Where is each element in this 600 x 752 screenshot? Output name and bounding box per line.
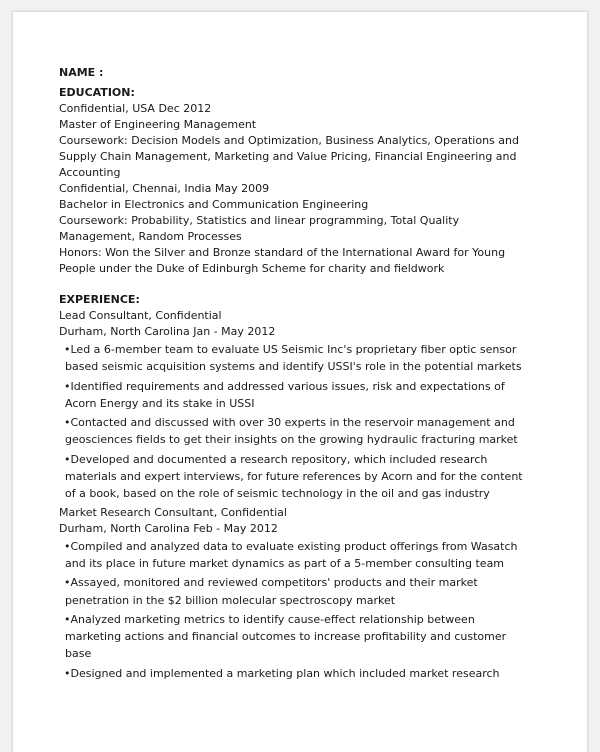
bullet-line: and its place in future market dynamics as part of a 5-member consulting team xyxy=(65,556,505,570)
job-entry xyxy=(59,308,529,503)
bullet-line: base xyxy=(65,647,92,661)
education-line: Accounting xyxy=(59,166,121,179)
bullet-line: •Identified requirements and addressed various issues, risk and expectations of xyxy=(64,379,505,393)
name-label: NAME : xyxy=(59,66,104,79)
education-line: Confidential, USA Dec 2012 xyxy=(59,102,212,115)
bullet-item xyxy=(59,665,529,682)
bullet-line: •Designed and implemented a marketing plan which included market research xyxy=(64,666,500,680)
education-line: Coursework: Decision Models and Optimization, Business Analytics, Operations and xyxy=(59,134,519,147)
job-location-dates: Durham, North Carolina Feb - May 2012 xyxy=(59,521,278,535)
education-line: People under the Duke of Edinburgh Scheme for charity and fieldwork xyxy=(59,262,445,275)
bullet-line: based seismic acquisition systems and identify USSI's role in the potential markets xyxy=(65,360,522,374)
education-line: Supply Chain Management, Marketing and Value Pricing, Financial Engineering and xyxy=(59,150,517,163)
experience-heading: EXPERIENCE: xyxy=(59,293,140,306)
education-line: Management, Random Processes xyxy=(59,230,242,243)
document-page xyxy=(13,12,587,752)
bullet-line: penetration in the $2 billion molecular spectroscopy market xyxy=(65,593,396,607)
bullet-line: geosciences fields to get their insights on the growing hydraulic fracturing market xyxy=(65,433,518,447)
experience-section xyxy=(59,292,529,682)
resume-body xyxy=(59,65,529,684)
bullet-line: materials and expert interviews, for future references by Acorn and for the content xyxy=(65,470,523,484)
bullet-line: •Contacted and discussed with over 30 experts in the reservoir management and xyxy=(64,416,515,430)
job-bullets xyxy=(59,341,529,503)
education-line: Honors: Won the Silver and Bronze standard of the International Award for Young xyxy=(59,246,506,259)
education-line: Confidential, Chennai, India May 2009 xyxy=(59,182,270,195)
bullet-item xyxy=(59,538,529,573)
bullet-line: •Analyzed marketing metrics to identify cause-effect relationship between xyxy=(64,612,475,626)
bullet-item xyxy=(59,414,529,449)
education-line: Master of Engineering Management xyxy=(59,118,257,131)
job-title: Lead Consultant, Confidential xyxy=(59,309,222,322)
bullet-item xyxy=(59,451,529,503)
education-section xyxy=(59,85,529,277)
job-entry xyxy=(59,505,529,682)
section-spacer xyxy=(59,277,529,292)
education-heading: EDUCATION: xyxy=(59,86,135,99)
bullet-line: •Compiled and analyzed data to evaluate existing product offerings from Wasatch xyxy=(64,539,518,553)
bullet-item xyxy=(59,341,529,376)
bullet-item xyxy=(59,378,529,413)
education-line: Coursework: Probability, Statistics and linear programming, Total Quality xyxy=(59,214,460,227)
bullet-item xyxy=(59,611,529,663)
bullet-line: •Led a 6-member team to evaluate US Seismic Inc's proprietary fiber optic sensor xyxy=(64,343,517,356)
education-line: Bachelor in Electronics and Communication Engineering xyxy=(59,198,369,211)
job-location-dates: Durham, North Carolina Jan - May 2012 xyxy=(59,325,276,338)
job-bullets xyxy=(59,538,529,682)
bullet-line: •Assayed, monitored and reviewed competitors' products and their market xyxy=(64,576,478,590)
bullet-line: •Developed and documented a research repository, which included research xyxy=(64,452,488,466)
bullet-line: marketing actions and financial outcomes to increase profitability and customer xyxy=(65,630,507,644)
job-title: Market Research Consultant, Confidential xyxy=(59,505,287,519)
bullet-item xyxy=(59,574,529,609)
bullet-line: Acorn Energy and its stake in USSI xyxy=(65,396,255,410)
bullet-line: of a book, based on the role of seismic technology in the oil and gas industry xyxy=(65,487,490,501)
